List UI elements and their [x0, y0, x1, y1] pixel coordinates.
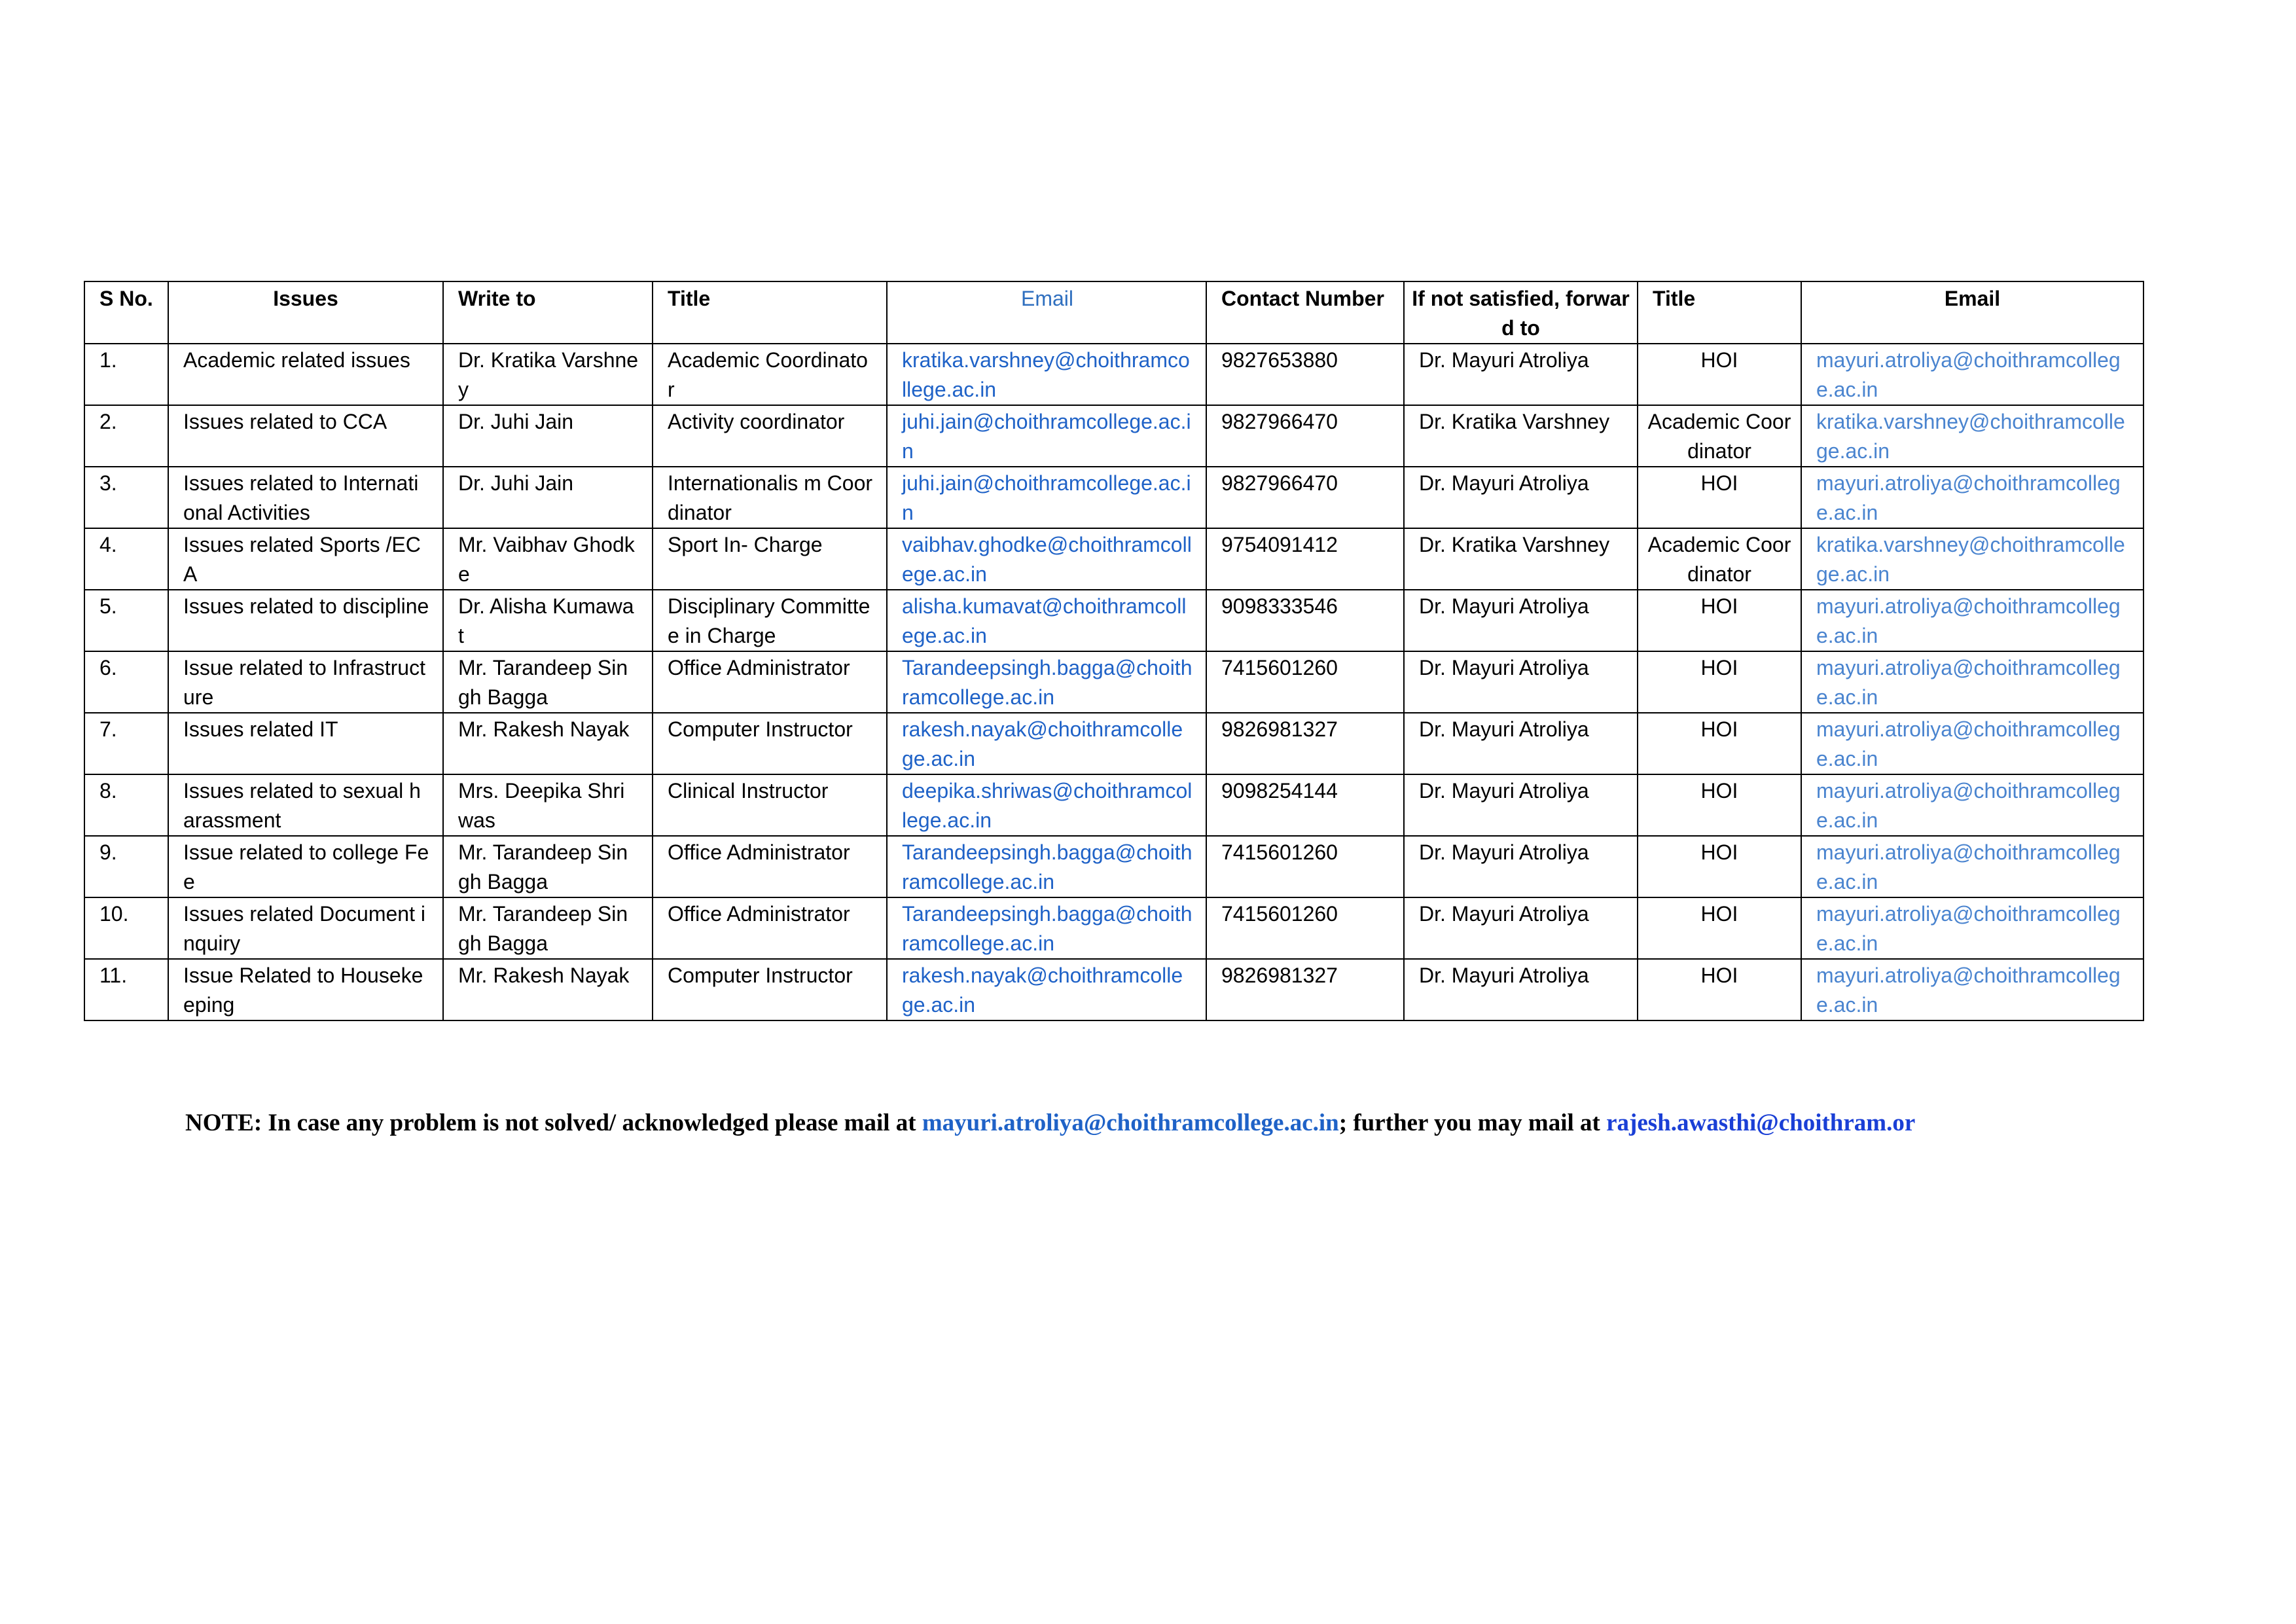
- table-header-row: [84, 281, 2144, 344]
- header-issues: Issues: [168, 281, 443, 344]
- cell-forward-to: Dr. Mayuri Atroliya: [1404, 774, 1638, 836]
- note-email-link-secondary[interactable]: rajesh.awasthi@choithram.or: [1606, 1110, 1916, 1136]
- cell-forward-to: Dr. Mayuri Atroliya: [1404, 590, 1638, 651]
- cell-issue: Issues related Document inquiry: [168, 897, 443, 959]
- cell-forward-to: Dr. Mayuri Atroliya: [1404, 651, 1638, 713]
- footer-note: [185, 1108, 2214, 1139]
- note-text-continued: ; further you may mail at: [1338, 1110, 1607, 1136]
- cell-forward-title: HOI: [1638, 836, 1801, 897]
- cell-sno: 9.: [84, 836, 168, 897]
- cell-email-link[interactable]: Tarandeepsingh.bagga@choithramcollege.ac.in: [887, 836, 1206, 897]
- cell-title: Internationalis m Coordinator: [653, 467, 887, 528]
- cell-forward-email-link[interactable]: kratika.varshney@choithramcollege.ac.in: [1801, 405, 2144, 467]
- cell-sno: 7.: [84, 713, 168, 774]
- cell-contact-number: 9826981327: [1206, 959, 1404, 1020]
- cell-email-link[interactable]: Tarandeepsingh.bagga@choithramcollege.ac.in: [887, 897, 1206, 959]
- cell-write-to: Mr. Rakesh Nayak: [443, 959, 653, 1020]
- cell-email-link[interactable]: juhi.jain@choithramcollege.ac.in: [887, 467, 1206, 528]
- cell-contact-number: 7415601260: [1206, 897, 1404, 959]
- cell-email-link[interactable]: rakesh.nayak@choithramcollege.ac.in: [887, 959, 1206, 1020]
- cell-forward-title: HOI: [1638, 897, 1801, 959]
- cell-contact-number: 9827966470: [1206, 467, 1404, 528]
- cell-sno: 2.: [84, 405, 168, 467]
- table-body: [84, 344, 2144, 1020]
- cell-issue: Issue related to Infrastructure: [168, 651, 443, 713]
- cell-forward-email-link[interactable]: kratika.varshney@choithramcollege.ac.in: [1801, 528, 2144, 590]
- cell-forward-title: HOI: [1638, 713, 1801, 774]
- cell-email-link[interactable]: vaibhav.ghodke@choithramcollege.ac.in: [887, 528, 1206, 590]
- cell-forward-email-link[interactable]: mayuri.atroliya@choithramcollege.ac.in: [1801, 344, 2144, 405]
- cell-forward-title: HOI: [1638, 651, 1801, 713]
- cell-forward-to: Dr. Mayuri Atroliya: [1404, 344, 1638, 405]
- cell-sno: 8.: [84, 774, 168, 836]
- table-row: [84, 651, 2144, 713]
- cell-title: Office Administrator: [653, 651, 887, 713]
- header-title: Title: [653, 281, 887, 344]
- cell-title: Activity coordinator: [653, 405, 887, 467]
- cell-issue: Issues related to CCA: [168, 405, 443, 467]
- cell-forward-email-link[interactable]: mayuri.atroliya@choithramcollege.ac.in: [1801, 897, 2144, 959]
- cell-forward-title: HOI: [1638, 467, 1801, 528]
- cell-contact-number: 9827966470: [1206, 405, 1404, 467]
- cell-write-to: Mr. Tarandeep Singh Bagga: [443, 897, 653, 959]
- cell-email-link[interactable]: deepika.shriwas@choithramcollege.ac.in: [887, 774, 1206, 836]
- cell-write-to: Dr. Juhi Jain: [443, 405, 653, 467]
- cell-write-to: Mr. Rakesh Nayak: [443, 713, 653, 774]
- table-row: [84, 528, 2144, 590]
- cell-contact-number: 9098254144: [1206, 774, 1404, 836]
- cell-sno: 10.: [84, 897, 168, 959]
- cell-title: Computer Instructor: [653, 713, 887, 774]
- cell-write-to: Dr. Kratika Varshney: [443, 344, 653, 405]
- cell-forward-to: Dr. Kratika Varshney: [1404, 528, 1638, 590]
- cell-contact-number: 7415601260: [1206, 836, 1404, 897]
- cell-forward-email-link[interactable]: mayuri.atroliya@choithramcollege.ac.in: [1801, 467, 2144, 528]
- table-row: [84, 959, 2144, 1020]
- cell-title: Office Administrator: [653, 897, 887, 959]
- cell-forward-email-link[interactable]: mayuri.atroliya@choithramcollege.ac.in: [1801, 836, 2144, 897]
- cell-issue: Academic related issues: [168, 344, 443, 405]
- cell-sno: 1.: [84, 344, 168, 405]
- cell-forward-email-link[interactable]: mayuri.atroliya@choithramcollege.ac.in: [1801, 774, 2144, 836]
- grievance-contact-table: [84, 281, 2144, 1021]
- cell-title: Disciplinary Committee in Charge: [653, 590, 887, 651]
- cell-forward-to: Dr. Kratika Varshney: [1404, 405, 1638, 467]
- cell-email-link[interactable]: kratika.varshney@choithramcollege.ac.in: [887, 344, 1206, 405]
- cell-sno: 6.: [84, 651, 168, 713]
- table-row: [84, 590, 2144, 651]
- cell-forward-title: HOI: [1638, 590, 1801, 651]
- cell-forward-to: Dr. Mayuri Atroliya: [1404, 959, 1638, 1020]
- cell-write-to: Mr. Vaibhav Ghodke: [443, 528, 653, 590]
- cell-forward-email-link[interactable]: mayuri.atroliya@choithramcollege.ac.in: [1801, 651, 2144, 713]
- cell-sno: 11.: [84, 959, 168, 1020]
- cell-title: Sport In- Charge: [653, 528, 887, 590]
- cell-issue: Issues related to discipline: [168, 590, 443, 651]
- cell-contact-number: 9827653880: [1206, 344, 1404, 405]
- cell-write-to: Mrs. Deepika Shriwas: [443, 774, 653, 836]
- cell-sno: 3.: [84, 467, 168, 528]
- cell-issue: Issue related to college Fee: [168, 836, 443, 897]
- cell-sno: 5.: [84, 590, 168, 651]
- cell-forward-email-link[interactable]: mayuri.atroliya@choithramcollege.ac.in: [1801, 713, 2144, 774]
- cell-contact-number: 9098333546: [1206, 590, 1404, 651]
- cell-write-to: Dr. Alisha Kumawat: [443, 590, 653, 651]
- cell-title: Computer Instructor: [653, 959, 887, 1020]
- table-row: [84, 405, 2144, 467]
- table-row: [84, 713, 2144, 774]
- cell-forward-title: HOI: [1638, 344, 1801, 405]
- cell-forward-to: Dr. Mayuri Atroliya: [1404, 897, 1638, 959]
- cell-write-to: Dr. Juhi Jain: [443, 467, 653, 528]
- cell-title: Office Administrator: [653, 836, 887, 897]
- cell-email-link[interactable]: alisha.kumavat@choithramcollege.ac.in: [887, 590, 1206, 651]
- cell-forward-to: Dr. Mayuri Atroliya: [1404, 713, 1638, 774]
- table-row: [84, 467, 2144, 528]
- table-row: [84, 836, 2144, 897]
- table-row: [84, 897, 2144, 959]
- header-write-to: Write to: [443, 281, 653, 344]
- header-forward-email: Email: [1801, 281, 2144, 344]
- note-email-link-primary[interactable]: mayuri.atroliya@choithramcollege.ac.in: [922, 1110, 1339, 1136]
- header-forward-to: If not satisfied, forward to: [1404, 281, 1638, 344]
- cell-forward-title: HOI: [1638, 774, 1801, 836]
- cell-contact-number: 9754091412: [1206, 528, 1404, 590]
- cell-contact-number: 9826981327: [1206, 713, 1404, 774]
- header-sno: S No.: [84, 281, 168, 344]
- cell-forward-title: Academic Coordinator: [1638, 405, 1801, 467]
- cell-write-to: Mr. Tarandeep Singh Bagga: [443, 836, 653, 897]
- cell-email-link[interactable]: juhi.jain@choithramcollege.ac.in: [887, 405, 1206, 467]
- cell-issue: Issues related IT: [168, 713, 443, 774]
- cell-email-link[interactable]: Tarandeepsingh.bagga@choithramcollege.ac.in: [887, 651, 1206, 713]
- header-email: Email: [887, 281, 1206, 344]
- cell-email-link[interactable]: rakesh.nayak@choithramcollege.ac.in: [887, 713, 1206, 774]
- cell-issue: Issues related to International Activities: [168, 467, 443, 528]
- header-contact-number: Contact Number: [1206, 281, 1404, 344]
- cell-forward-title: Academic Coordinator: [1638, 528, 1801, 590]
- cell-issue: Issue Related to Housekeeping: [168, 959, 443, 1020]
- cell-issue: Issues related Sports /ECA: [168, 528, 443, 590]
- cell-forward-email-link[interactable]: mayuri.atroliya@choithramcollege.ac.in: [1801, 959, 2144, 1020]
- table-row: [84, 774, 2144, 836]
- cell-contact-number: 7415601260: [1206, 651, 1404, 713]
- cell-write-to: Mr. Tarandeep Singh Bagga: [443, 651, 653, 713]
- note-text: NOTE: In case any problem is not solved/ acknowledged please mail at: [185, 1110, 922, 1136]
- cell-issue: Issues related to sexual harassment: [168, 774, 443, 836]
- cell-title: Clinical Instructor: [653, 774, 887, 836]
- cell-title: Academic Coordinator: [653, 344, 887, 405]
- header-forward-title: Title: [1638, 281, 1801, 344]
- cell-forward-to: Dr. Mayuri Atroliya: [1404, 836, 1638, 897]
- cell-forward-email-link[interactable]: mayuri.atroliya@choithramcollege.ac.in: [1801, 590, 2144, 651]
- cell-forward-title: HOI: [1638, 959, 1801, 1020]
- cell-forward-to: Dr. Mayuri Atroliya: [1404, 467, 1638, 528]
- table-row: [84, 344, 2144, 405]
- cell-sno: 4.: [84, 528, 168, 590]
